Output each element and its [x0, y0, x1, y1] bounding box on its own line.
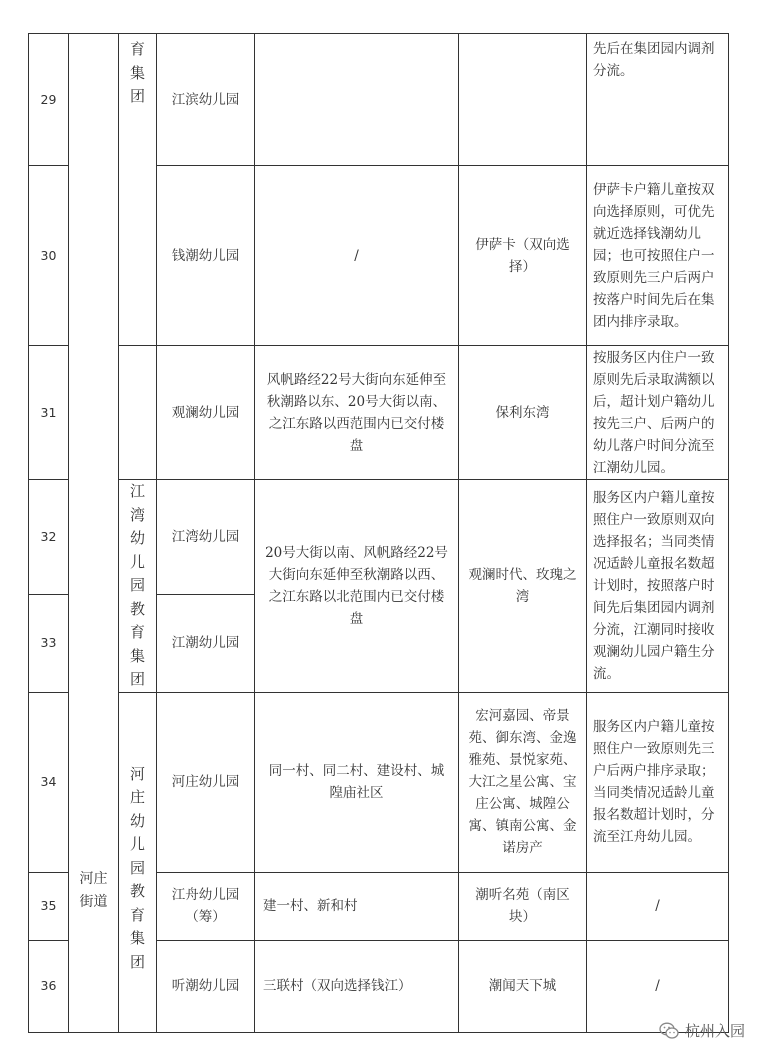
watermark-text: 杭州入园: [684, 1022, 745, 1040]
table-row: [29, 480, 729, 595]
group-cell-empty: [119, 346, 157, 480]
community: 保利东湾: [459, 346, 587, 480]
table-row: [29, 34, 729, 166]
row-number: 31: [29, 346, 69, 480]
row-number: 35: [29, 872, 69, 940]
service-scope: 建一村、新和村: [255, 872, 459, 940]
group-name-3: 河庄幼儿园教育集团: [129, 764, 145, 971]
group-cell-1: [119, 34, 157, 346]
kindergarten-name: 江潮幼儿园: [157, 595, 255, 692]
enrollment-notes: /: [587, 940, 729, 1032]
enrollment-notes: 先后在集团园内调剂分流。: [587, 34, 729, 166]
enrollment-notes: 服务区内户籍儿童按照住户一致原则双向选择报名；当同类情况适龄儿童报名数超计划时，按照落户时间先后集团园内调剂分流，江潮同时接收观澜幼儿园户籍生分流。: [587, 480, 729, 693]
kindergarten-name: 河庄幼儿园: [157, 692, 255, 872]
row-number: 33: [29, 595, 69, 692]
kindergarten-name: 江湾幼儿园: [157, 480, 255, 595]
enrollment-notes: 按服务区内住户一致原则先后录取满额以后，超计划户籍幼儿按先三户、后两户的幼儿落户时间分流至江潮幼儿园。: [587, 346, 729, 480]
community: 潮闻天下城: [459, 940, 587, 1032]
street-cell: [69, 34, 119, 1033]
enrollment-notes: 伊萨卡户籍儿童按双向选择原则，可优先就近选择钱潮幼儿园；也可按照住户一致原则先三户后两户按落户时间先后在集团内排序录取。: [587, 166, 729, 346]
row-number: 36: [29, 940, 69, 1032]
street-name: 河庄街道: [79, 870, 108, 910]
service-scope: 同一村、同二村、建设村、城隍庙社区: [255, 692, 459, 872]
group-cell-2: [119, 480, 157, 693]
row-number: 30: [29, 166, 69, 346]
enrollment-notes: /: [587, 872, 729, 940]
kindergarten-name: 观澜幼儿园: [157, 346, 255, 480]
service-scope: 风帆路经22号大街向东延伸至秋潮路以东、20号大街以南、之江东路以西范围内已交付楼盘: [255, 346, 459, 480]
community: 潮听名苑（南区块）: [459, 872, 587, 940]
kindergarten-name: 江舟幼儿园（筹）: [157, 872, 255, 940]
community: 宏河嘉园、帝景苑、御东湾、金逸雅苑、景悦家苑、大江之星公寓、宝庄公寓、城隍公寓、镇南公寓、金诺房产: [459, 692, 587, 872]
row-number: 29: [29, 34, 69, 166]
community: 伊萨卡（双向选择）: [459, 166, 587, 346]
kindergarten-name: 江滨幼儿园: [157, 34, 255, 166]
wechat-icon: [659, 1022, 679, 1040]
community: 观澜时代、玫瑰之湾: [459, 480, 587, 693]
group-name-2: 江湾幼儿园教育集团: [129, 482, 145, 688]
kindergarten-name: 钱潮幼儿园: [157, 166, 255, 346]
service-scope: 20号大街以南、风帆路经22号大街向东延伸至秋潮路以西、之江东路以北范围内已交付楼盘: [255, 480, 459, 693]
watermark: [659, 1020, 745, 1041]
table-row: [29, 346, 729, 480]
enrollment-notes: 服务区内户籍儿童按照住户一致原则先三户后两户排序录取；当同类情况适龄儿童报名数超计划时，分流至江舟幼儿园。: [587, 692, 729, 872]
service-scope: 三联村（双向选择钱江）: [255, 940, 459, 1032]
row-number: 34: [29, 692, 69, 872]
row-number: 32: [29, 480, 69, 595]
community: [459, 34, 587, 166]
service-scope: [255, 34, 459, 166]
table-row: [29, 692, 729, 872]
group-cell-3: [119, 692, 157, 1032]
kindergarten-name: 听潮幼儿园: [157, 940, 255, 1032]
service-scope: /: [255, 166, 459, 346]
enrollment-table: [28, 33, 729, 1033]
group-name-1-tail: 育集团: [129, 40, 145, 105]
